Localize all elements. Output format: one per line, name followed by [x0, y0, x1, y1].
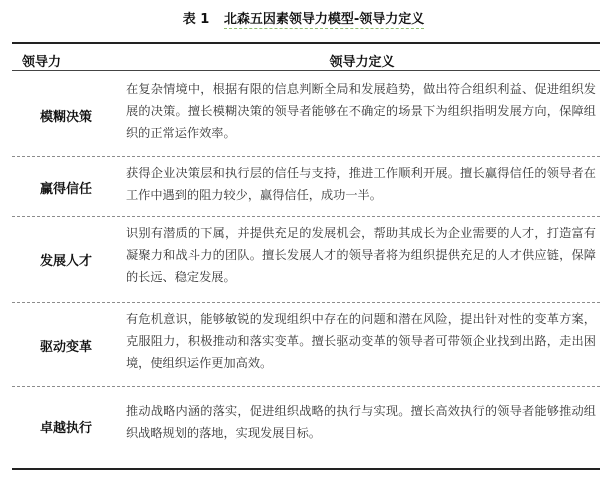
table-bottom-rule [12, 468, 600, 470]
row-definition: 推动战略内涵的落实，促进组织战略的执行与实现。擅长高效执行的领导者能够推动组织战略规划的落地，实现发展目标。 [126, 404, 596, 440]
table-row [12, 162, 600, 212]
table-caption [0, 8, 607, 27]
row-definition: 在复杂情境中，根据有限的信息判断全局和发展趋势，做出符合组织利益、促进组织发展的决策。擅长模糊决策的领导者能够在不确定的场景下为组织指明发展方向，保障组织的正常运作效率。 [126, 82, 596, 140]
row-name-drive-change: 驱动变革 [39, 339, 92, 355]
row-divider [12, 156, 600, 157]
header-definition: 领导力定义 [329, 55, 395, 70]
table-row [12, 400, 600, 452]
table-top-rule [12, 42, 600, 44]
table-caption-title: 北森五因素领导力模型-领导力定义 [223, 12, 425, 27]
row-divider [12, 216, 600, 217]
row-name-win-trust: 赢得信任 [39, 181, 92, 197]
row-definition: 识别有潜质的下属，并提供充足的发展机会，帮助其成长为企业需要的人才，打造富有凝聚力和战斗力的团队。擅长发展人才的领导者将为组织提供充足的人才供应链，保障的长远、稳定发展。 [126, 226, 596, 284]
table-row [12, 308, 600, 382]
row-name-develop-talent: 发展人才 [39, 253, 92, 269]
row-definition: 有危机意识，能够敏锐的发现组织中存在的问题和潜在风险，提出针对性的变革方案，克服阻力，积极推动和落实变革。擅长驱动变革的领导者可带领企业找到出路，走出困境，使组织运作更加高效。 [126, 312, 596, 370]
table-header-rule [12, 70, 600, 71]
row-divider [12, 386, 600, 387]
table-row [12, 222, 600, 296]
row-divider [12, 302, 600, 303]
table-row [12, 78, 600, 152]
row-definition: 获得企业决策层和执行层的信任与支持，推进工作顺利开展。擅长赢得信任的领导者在工作中遇到的阻力较少，赢得信任，成功一半。 [126, 166, 596, 202]
row-name-fuzzy-decision: 模糊决策 [39, 109, 92, 125]
table-caption-number: 表 1 [182, 12, 210, 27]
header-leadership: 领导力 [22, 55, 62, 70]
row-name-excellent-execution: 卓越执行 [39, 420, 92, 436]
